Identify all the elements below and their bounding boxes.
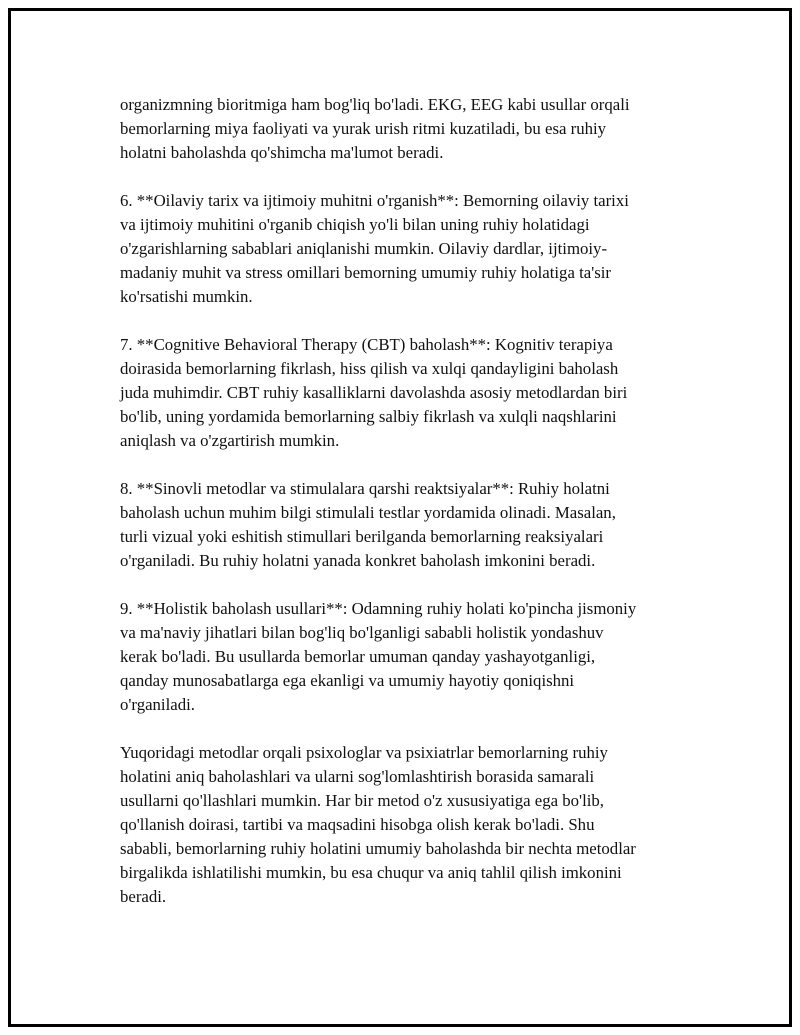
text-line: birgalikda ishlatilishi mumkin, bu esa chuqur va aniq tahlil qilish imkonini (120, 863, 622, 882)
text-line: 7. **Cognitive Behavioral Therapy (CBT) baholash**: Kognitiv terapiya (120, 335, 613, 354)
text-line: va ijtimoiy muhitini o'rganib chiqish yo'li bilan uning ruhiy holatidagi (120, 215, 590, 234)
paragraph-item-7 (120, 333, 700, 453)
text-line: 6. **Oilaviy tarix va ijtimoiy muhitni o'rganish**: Bemorning oilaviy tarixi (120, 191, 629, 210)
text-line: sababli, bemorlarning ruhiy holatini umumiy baholashda bir nechta metodlar (120, 839, 636, 858)
paragraph-item-9 (120, 597, 700, 717)
text-line: va ma'naviy jihatlari bilan bog'liq bo'lganligi sababli holistik yondashuv (120, 623, 604, 642)
paragraph-conclusion (120, 741, 700, 909)
text-line: beradi. (120, 887, 167, 906)
paragraph-bioritm (120, 93, 700, 165)
text-line: Yuqoridagi metodlar orqali psixologlar va psixiatrlar bemorlarning ruhiy (120, 743, 608, 762)
paragraph-item-8 (120, 477, 700, 573)
text-line: kerak bo'ladi. Bu usullarda bemorlar umuman qanday yashayotganligi, (120, 647, 596, 666)
text-line: organizmning bioritmiga ham bog'liq bo'ladi. EKG, EEG kabi usullar orqali (120, 95, 630, 114)
text-line: holatini aniq baholashlari va ularni sog'lomlashtirish borasida samarali (120, 767, 595, 786)
text-line: 9. **Holistik baholash usullari**: Odamning ruhiy holati ko'pincha jismoniy (120, 599, 637, 618)
text-line: 8. **Sinovli metodlar va stimulalara qarshi reaktsiyalar**: Ruhiy holatni (120, 479, 610, 498)
document-body (120, 93, 700, 933)
text-line: o'rganiladi. Bu ruhiy holatni yanada konkret baholash imkonini beradi. (120, 551, 596, 570)
text-line: usullarni qo'llashlari mumkin. Har bir metod o'z xususiyatiga ega bo'lib, (120, 791, 604, 810)
text-line: bemorlarning miya faoliyati va yurak urish ritmi kuzatiladi, bu esa ruhiy (120, 119, 607, 138)
text-line: qo'llanish doirasi, tartibi va maqsadini hisobga olish kerak bo'ladi. Shu (120, 815, 595, 834)
text-line: turli vizual yoki eshitish stimullari berilganda bemorlarning reaksiyalari (120, 527, 604, 546)
text-line: holatni baholashda qo'shimcha ma'lumot beradi. (120, 143, 444, 162)
text-line: juda muhimdir. CBT ruhiy kasalliklarni davolashda asosiy metodlardan biri (120, 383, 628, 402)
text-line: ko'rsatishi mumkin. (120, 287, 253, 306)
text-line: doirasida bemorlarning fikrlash, hiss qilish va xulqi qandayligini baholash (120, 359, 619, 378)
text-line: qanday munosabatlarga ega ekanligi va umumiy hayotiy qoniqishni (120, 671, 575, 690)
text-line: o'zgarishlarning sabablari aniqlanishi mumkin. Oilaviy dardlar, ijtimoiy- (120, 239, 608, 258)
text-line: baholash uchun muhim bilgi stimulali testlar yordamida olinadi. Masalan, (120, 503, 616, 522)
text-line: bo'lib, uning yordamida bemorlarning salbiy fikrlash va xulqli naqshlarini (120, 407, 617, 426)
text-line: aniqlash va o'zgartirish mumkin. (120, 431, 340, 450)
paragraph-item-6 (120, 189, 700, 309)
text-line: madaniy muhit va stress omillari bemorning umumiy ruhiy holatiga ta'sir (120, 263, 611, 282)
page-frame (8, 8, 792, 1027)
text-line: o'rganiladi. (120, 695, 195, 714)
